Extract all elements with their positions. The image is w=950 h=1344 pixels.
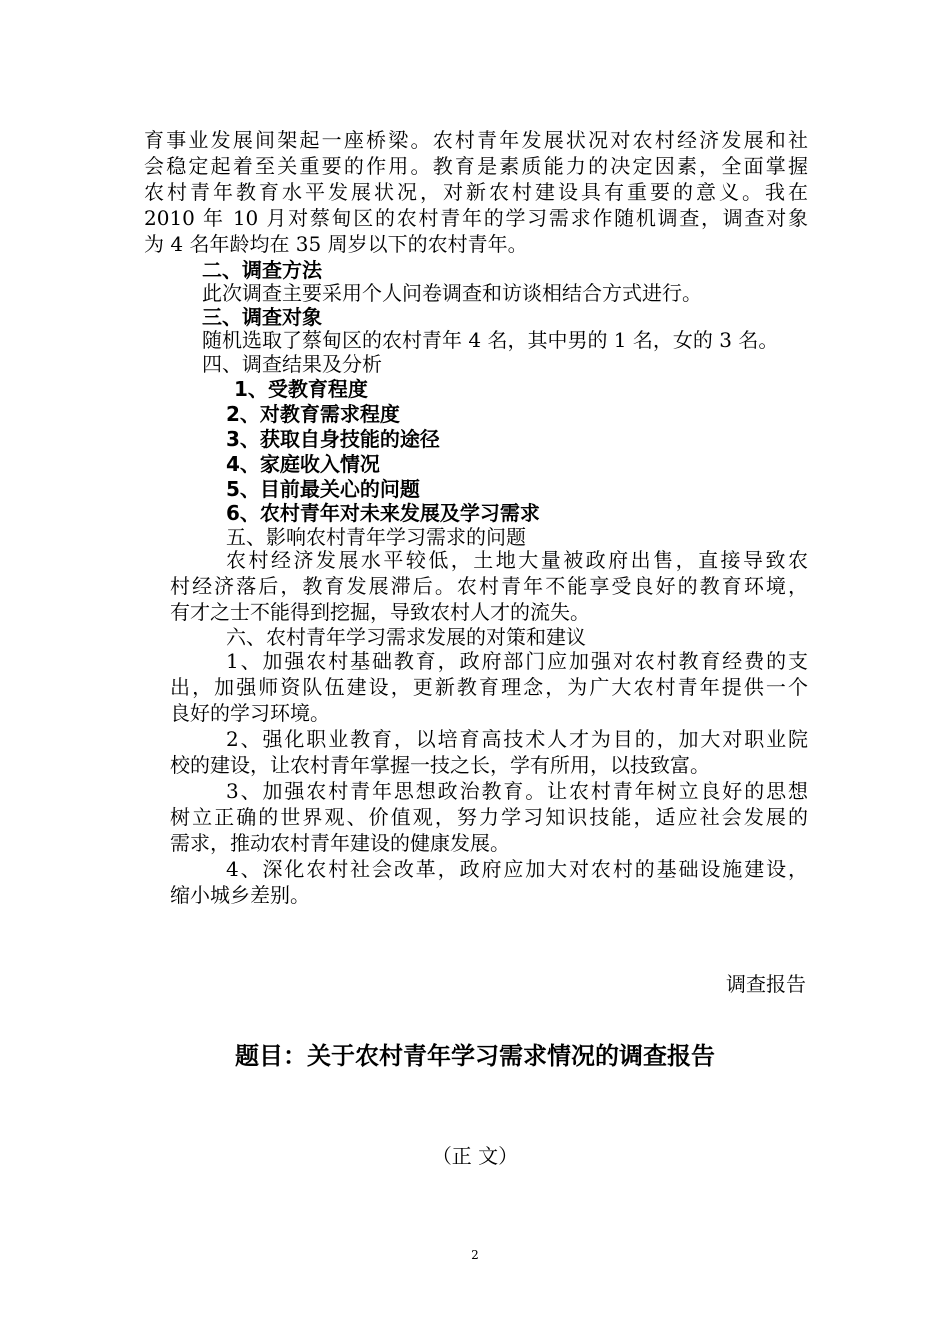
- paragraph-line: 出，加强师资队伍建设，更新教育理念，为广大农村青年提供一个: [170, 675, 808, 699]
- paragraph-line: 缩小城乡差别。: [170, 883, 310, 907]
- paragraph-line: 树立正确的世界观、价值观，努力学习知识技能，适应社会发展的: [170, 805, 808, 829]
- intro-line: 育事业发展间架起一座桥梁。农村青年发展状况对农村经济发展和社: [144, 128, 808, 152]
- paragraph-line: 1、加强农村基础教育，政府部门应加强对农村教育经费的支: [226, 649, 808, 673]
- list-item: 3、获取自身技能的途径: [226, 427, 440, 451]
- paragraph-line: 2、强化职业教育，以培育高技术人才为目的，加大对职业院: [226, 727, 808, 751]
- list-item: 1、受教育程度: [234, 377, 368, 401]
- intro-line: 2010 年 10 月对蔡甸区的农村青年的学习需求作随机调查，调查对象: [144, 206, 808, 230]
- report-label: 调查报告: [726, 972, 806, 996]
- section-text: 此次调查主要采用个人问卷调查和访谈相结合方式进行。: [202, 281, 702, 305]
- report-subtitle: （正 文）: [431, 1144, 519, 1168]
- section-heading: 二、调查方法: [202, 258, 322, 282]
- section-text-line: 农村经济发展水平较低，土地大量被政府出售，直接导致农: [226, 548, 808, 572]
- paragraph-line: 4、深化农村社会改革，政府应加大对农村的基础设施建设，: [226, 857, 808, 881]
- list-item: 5、目前最关心的问题: [226, 477, 420, 501]
- section-text-line: 有才之士不能得到挖掘，导致农村人才的流失。: [170, 600, 590, 624]
- list-item: 6、农村青年对未来发展及学习需求: [226, 501, 540, 525]
- intro-line: 农村青年教育水平发展状况，对新农村建设具有重要的意义。我在: [144, 180, 808, 204]
- section-text-line: 村经济落后，教育发展滞后。农村青年不能享受良好的教育环境，: [170, 574, 808, 598]
- paragraph-line: 需求，推动农村青年建设的健康发展。: [170, 831, 510, 855]
- page-number: 2: [471, 1248, 479, 1262]
- intro-line: 会稳定起着至关重要的作用。教育是素质能力的决定因素，全面掌握: [144, 154, 808, 178]
- list-item: 4、家庭收入情况: [226, 452, 380, 476]
- paragraph-line: 良好的学习环境。: [170, 701, 330, 725]
- paragraph-line: 3、加强农村青年思想政治教育。让农村青年树立良好的思想: [226, 779, 808, 803]
- section-heading: 三、调查对象: [202, 305, 322, 329]
- section-heading: 六、农村青年学习需求发展的对策和建议: [226, 625, 586, 649]
- paragraph-line: 校的建设，让农村青年掌握一技之长，学有所用，以技致富。: [170, 753, 710, 777]
- section-text: 随机选取了蔡甸区的农村青年 4 名，其中男的 1 名，女的 3 名。: [202, 328, 779, 352]
- section-heading: 五、影响农村青年学习需求的问题: [226, 525, 526, 549]
- intro-line: 为 4 名年龄均在 35 周岁以下的农村青年。: [144, 232, 528, 256]
- report-title: 题目：关于农村青年学习需求情况的调查报告: [235, 1042, 715, 1070]
- list-item: 2、对教育需求程度: [226, 402, 400, 426]
- section-heading: 四、调查结果及分析: [202, 352, 382, 376]
